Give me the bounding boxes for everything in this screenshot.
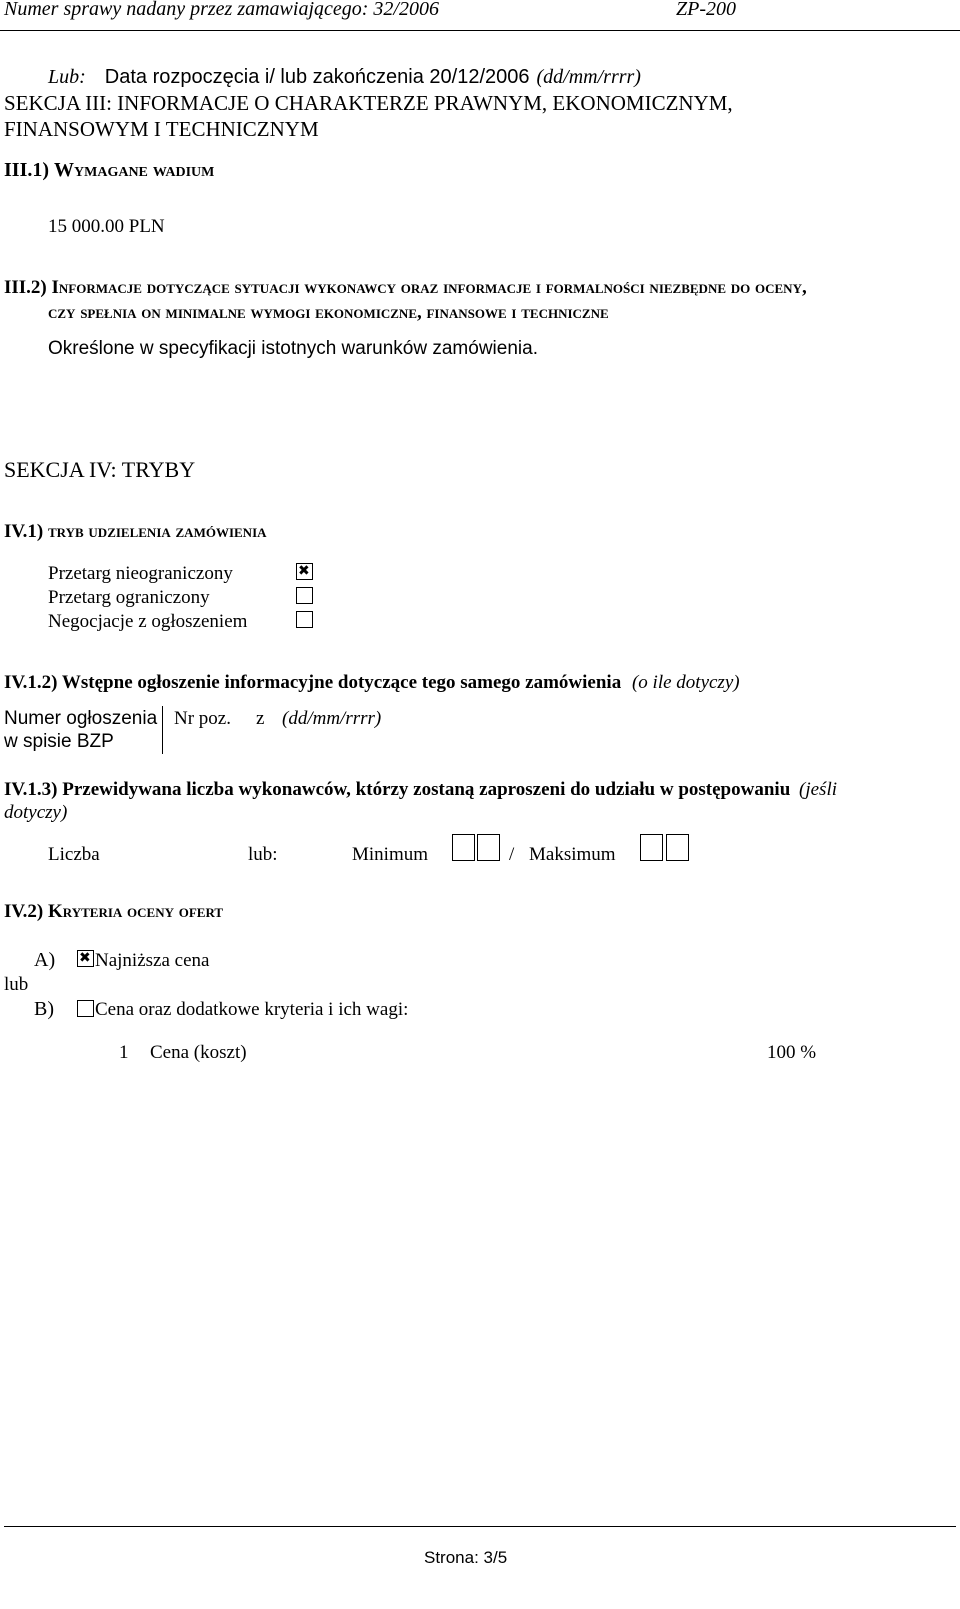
criterion-name: Cena (koszt): [150, 1042, 247, 1063]
criteria-heading: [4, 901, 223, 923]
date-from-label: z: [256, 708, 265, 729]
deposit-heading: [4, 159, 214, 182]
procedure-option-label: Negocjacje z ogłoszeniem: [48, 611, 248, 632]
contractors-title: IV.1.3) Przewidywana liczba wykonawców, którzy zostaną zaproszeni do udziału w postępowaniu: [4, 779, 791, 800]
deposit-value: 15 000.00 PLN: [48, 216, 165, 237]
criteria-option-a-checkbox[interactable]: [77, 950, 94, 967]
contractors-count-label: Liczba: [48, 844, 100, 865]
procedure-checkbox[interactable]: [296, 611, 313, 628]
procedure-option-label: Przetarg nieograniczony: [48, 563, 233, 584]
dates-text: Data rozpoczęcia i/ lub zakończenia 20/12/2006: [104, 66, 530, 88]
contractors-note-line2: dotyczy): [4, 802, 68, 823]
position-label: Nr poz.: [174, 708, 231, 729]
criteria-option-b-checkbox[interactable]: [77, 1000, 94, 1017]
maximum-label: Maksimum: [529, 844, 616, 865]
contractors-note-line1: (jeśli: [799, 779, 838, 800]
criteria-option-a-letter: A): [34, 949, 56, 971]
range-separator: /: [509, 844, 515, 865]
criteria-label: Kryteria oceny ofert: [48, 901, 224, 922]
criteria-option-a-label: Najniższa cena: [95, 950, 210, 971]
dates-format: (dd/mm/rrrr): [536, 66, 641, 88]
section-4-title: SEKCJA IV: TRYBY: [4, 457, 196, 482]
field-divider: [162, 706, 163, 754]
minimum-digit-box[interactable]: [452, 834, 475, 861]
criteria-option-b-label: Cena oraz dodatkowe kryteria i ich wagi:: [95, 999, 409, 1020]
minimum-label: Minimum: [352, 844, 429, 865]
criteria-or-label: lub: [4, 974, 29, 995]
conditions-number: III.2): [4, 277, 47, 298]
procedure-label: tryb udzielenia zamówienia: [48, 521, 267, 542]
dates-lub: Lub:: [48, 66, 86, 88]
criteria-option-b-letter: B): [34, 998, 54, 1020]
bzp-number-label-line1: Numer ogłoszenia: [4, 708, 158, 729]
procedure-option-label: Przetarg ograniczony: [48, 587, 210, 608]
maximum-digit-box[interactable]: [640, 834, 663, 861]
prior-notice-note: (o ile dotyczy): [631, 672, 740, 693]
conditions-label-line1: Informacje dotyczące sytuacji wykonawcy oraz informacje i formalności niezbędne do oceny,: [51, 277, 807, 298]
procedure-number: IV.1): [4, 521, 44, 542]
criterion-weight: 100 %: [767, 1042, 817, 1063]
conditions-label-line2: czy spełnia on minimalne wymogi ekonomiczne, finansowe i techniczne: [48, 302, 609, 323]
conditions-heading: [4, 277, 807, 299]
criteria-number: IV.2): [4, 901, 44, 922]
date-format-label: (dd/mm/rrrr): [282, 708, 382, 729]
dates-row: [48, 66, 641, 89]
deposit-label: Wymagane wadium: [54, 159, 215, 181]
criterion-index: 1: [119, 1042, 129, 1063]
contractors-or-label: lub:: [248, 844, 278, 865]
contractors-heading: [4, 779, 837, 801]
section-3-title-line2: FINANSOWYM I TECHNICZNYM: [4, 117, 319, 141]
section-3-title-line1: SEKCJA III: INFORMACJE O CHARAKTERZE PRAWNYM, EKONOMICZNYM,: [4, 91, 733, 115]
minimum-digit-box[interactable]: [477, 834, 500, 861]
prior-notice-title: IV.1.2) Wstępne ogłoszenie informacyjne dotyczące tego samego zamówienia: [4, 672, 622, 693]
prior-notice-heading: [4, 672, 740, 694]
case-number-label: Numer sprawy nadany przez zamawiającego: 32/2006: [4, 0, 439, 20]
page-number: Strona: 3/5: [424, 1548, 508, 1567]
bzp-number-label-line2: w spisie BZP: [4, 731, 114, 752]
procedure-checkbox[interactable]: [296, 587, 313, 604]
maximum-digit-box[interactable]: [666, 834, 689, 861]
footer-divider: [4, 1526, 956, 1527]
conditions-value: Określone w specyfikacji istotnych warunków zamówienia.: [48, 338, 538, 359]
deposit-number: III.1): [4, 159, 50, 181]
form-code: ZP-200: [676, 0, 736, 20]
procedure-checkbox[interactable]: [296, 563, 313, 580]
header-divider: [0, 30, 960, 31]
procedure-heading: [4, 521, 267, 543]
